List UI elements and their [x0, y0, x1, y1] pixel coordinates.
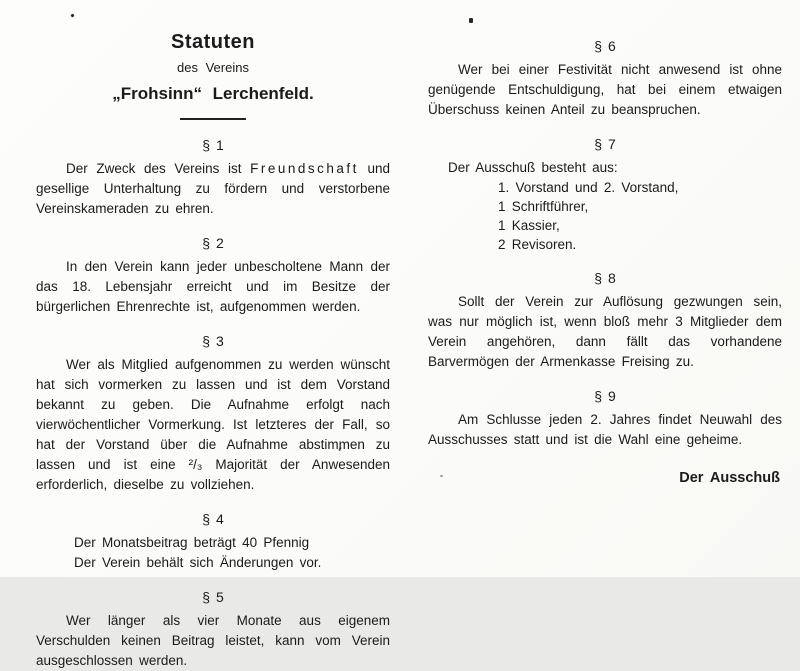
section-heading: § 7 [594, 136, 616, 152]
section-heading: § 2 [202, 235, 224, 251]
paragraph: Wer bei einer Festivität nicht anwesend ist ohne genügende Entschuldigung, hat bei einem etwaigen Überschuss keinen Anteil zu beanspruchen. [428, 62, 782, 117]
club-name: „Frohsinn“ Lerchenfeld. [112, 84, 314, 103]
statute-section [428, 134, 782, 254]
paragraph: Der Zweck des Vereins ist Freundschaft und gesellige Unterhaltung zu fördern und verstorbene Vereinskameraden zu ehren. [36, 161, 391, 216]
right-column [428, 0, 782, 488]
committee-list-item: 2 Revisoren. [498, 237, 577, 252]
section-heading: § 4 [202, 511, 224, 527]
left-column [36, 0, 390, 671]
paragraph: Wer als Mitglied aufgenommen zu werden wünscht hat sich vormerken zu lassen und ist dem Vorstand bekannt zu geben. Die Aufnahme erfolgt nach vierwöchentlicher Vormerkung. Ist letzteres der Fall, so hat der Vorstand über die Aufnahme abstimmen zu lassen und ist eine ²/₃ Majorität der Anwesenden erforderlich, dieselbe zu vollziehen. [36, 357, 390, 492]
document-subtitle: des Vereins [177, 60, 249, 75]
paragraph: Der Ausschuß besteht aus: [448, 160, 618, 175]
statute-section [36, 331, 390, 495]
statutes-right [428, 36, 782, 450]
paragraph: Am Schlusse jeden 2. Jahres findet Neuwahl des Ausschusses statt und ist die Wahl eine geheime. [428, 412, 782, 447]
section-heading: § 8 [594, 270, 616, 286]
section-heading: § 1 [202, 137, 224, 153]
statute-section [36, 233, 390, 317]
section-heading: § 5 [202, 589, 224, 605]
section-heading: § 9 [594, 388, 616, 404]
paragraph: Der Verein behält sich Änderungen vor. [74, 555, 322, 570]
paragraph: Sollt der Verein zur Auflösung gezwungen sein, was nur möglich ist, wenn bloß mehr 3 Mitglieder dem Verein angehören, dann fällt das vorhandene Barvermögen der Armenkasse Freising zu. [428, 294, 782, 369]
committee-list-item: 1 Kassier, [498, 218, 560, 233]
signature: Der Ausschuß [679, 470, 780, 486]
statute-section [36, 509, 390, 573]
letterspaced-word: Freundschaft [250, 161, 359, 176]
document-title: Statuten [171, 31, 255, 53]
section-heading: § 3 [202, 333, 224, 349]
statutes-left [36, 135, 390, 671]
paragraph: In den Verein kann jeder unbescholtene Mann der das 18. Lebensjahr erreicht und im Besitze der bürgerlichen Ehrenrechte ist, aufgenommen werden. [36, 259, 390, 314]
title-block [36, 0, 390, 120]
statute-section [36, 135, 390, 219]
paragraph: Der Monatsbeitrag beträgt 40 Pfennig [74, 535, 310, 550]
title-rule [180, 118, 246, 120]
committee-list-item: 1. Vorstand und 2. Vorstand, [498, 180, 679, 195]
statute-section [428, 268, 782, 372]
statute-section [36, 587, 390, 671]
paragraph: Wer länger als vier Monate aus eigenem Verschulden keinen Beitrag leistet, kann vom Verein ausgeschlossen werden. [36, 613, 390, 668]
section-heading: § 6 [594, 38, 616, 54]
statute-section [428, 386, 782, 450]
statute-section [428, 36, 782, 120]
committee-list-item: 1 Schriftführer, [498, 199, 589, 214]
